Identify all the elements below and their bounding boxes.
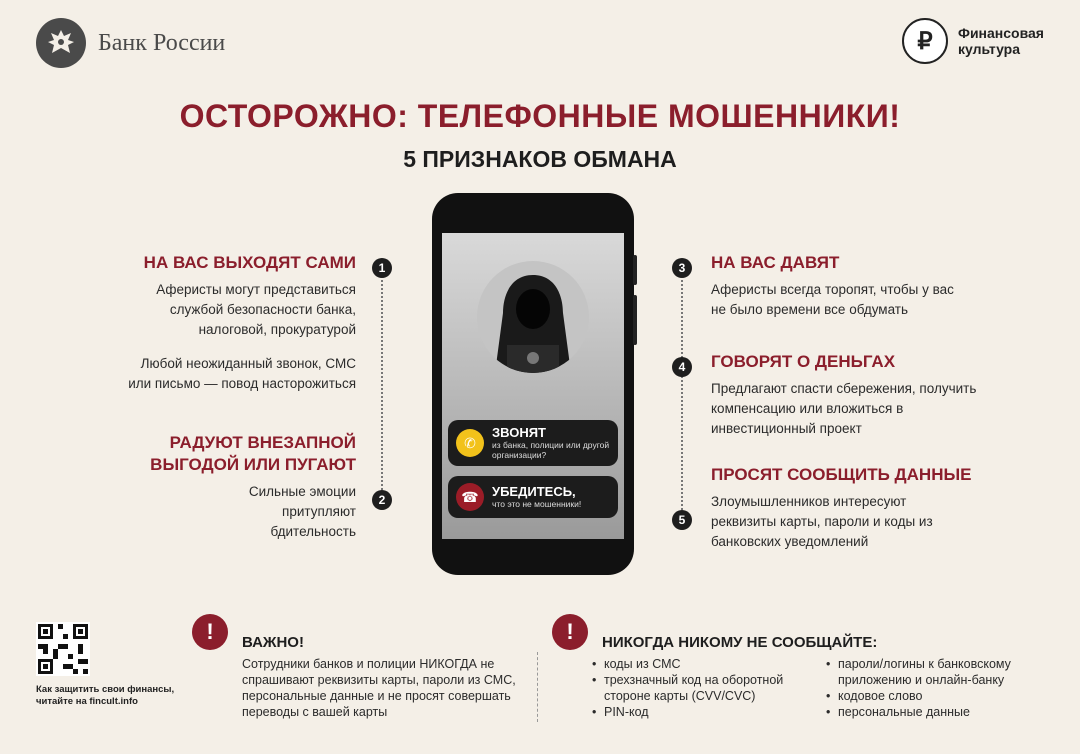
page-subtitle: 5 ПРИЗНАКОВ ОБМАНА xyxy=(403,146,677,172)
hacker-avatar-icon xyxy=(477,261,589,373)
sign-5-text: Злоумышленников интересуют реквизиты карты, пароли и коды из банковских уведомлений xyxy=(711,494,933,549)
sign-3-text: Аферисты всегда торопят, чтобы у вас не было времени все обдумать xyxy=(711,282,954,317)
bank-logo xyxy=(36,18,225,68)
fincult-logo xyxy=(902,18,1058,64)
never-heading: НИКОГДА НИКОМУ НЕ СООБЩАЙТЕ: xyxy=(602,634,878,651)
sign-2-heading: РАДУЮТ ВНЕЗАПНОЙ ВЫГОДОЙ ИЛИ ПУГАЮТ xyxy=(150,433,356,474)
sign-4-text: Предлагают спасти сбережения, получить компенсацию или вложиться в инвестиционный проект xyxy=(711,381,977,436)
right-connector-line xyxy=(681,280,683,510)
partner-name: Финансовая культура xyxy=(958,25,1044,57)
sign-3-heading: НА ВАС ДАВЯТ xyxy=(711,253,840,272)
sign-2-text: Сильные эмоции притупляют бдительность xyxy=(248,484,356,539)
sign-2 xyxy=(96,432,356,542)
important-text: Сотрудники банков и полиции НИКОГДА не спрашивают реквизиты карты, пароли из СМС, персональные данные и не просят совершать переводы с вашей карты xyxy=(242,657,516,719)
sign-3 xyxy=(711,252,1011,320)
badge-5: 5 xyxy=(672,510,692,530)
phone-hangup-icon[interactable]: ☎ xyxy=(456,483,484,511)
bank-name: Банк России xyxy=(98,29,226,56)
sign-1 xyxy=(96,252,356,394)
page-title: ОСТОРОЖНО: ТЕЛЕФОННЫЕ МОШЕННИКИ! xyxy=(179,98,901,134)
warning-icon: ! xyxy=(552,614,588,650)
sign-4-heading: ГОВОРЯТ О ДЕНЬГАХ xyxy=(711,352,896,371)
hangup-card[interactable] xyxy=(448,476,618,518)
bottom-divider xyxy=(537,652,538,722)
badge-2: 2 xyxy=(372,490,392,510)
incoming-call-card[interactable] xyxy=(448,420,618,466)
phone-side-button xyxy=(633,255,637,285)
sign-1-text-2: Любой неожиданный звонок, СМС или письмо — повод насторожиться xyxy=(128,356,356,391)
left-connector-line xyxy=(381,280,383,490)
hangup-subtext: что это не мошенники! xyxy=(492,499,582,509)
list-item: • коды из СМС xyxy=(592,656,822,672)
list-item: • трехзначный код на оборотной стороне карты (CVV/CVC) xyxy=(592,672,822,704)
call-subtext: из банка, полиции или другой организации? xyxy=(492,440,610,460)
never-list-2 xyxy=(826,656,1046,720)
warning-icon: ! xyxy=(192,614,228,650)
sign-4 xyxy=(711,351,1011,439)
sign-1-heading: НА ВАС ВЫХОДЯТ САМИ xyxy=(143,253,356,272)
badge-1: 1 xyxy=(372,258,392,278)
list-item: • пароли/логины к банковскому приложению и онлайн-банку xyxy=(826,656,1046,688)
eagle-emblem-icon xyxy=(36,18,86,68)
hangup-heading: УБЕДИТЕСЬ, xyxy=(492,484,576,499)
qr-code[interactable] xyxy=(36,622,90,676)
sign-1-text: Аферисты могут представиться службой безопасности банка, налоговой, прокуратурой xyxy=(156,282,356,337)
ruble-icon: ₽ xyxy=(902,18,948,64)
call-heading: ЗВОНЯТ xyxy=(492,425,546,440)
never-list-1 xyxy=(592,656,822,720)
badge-3: 3 xyxy=(672,258,692,278)
phone-side-button xyxy=(633,295,637,345)
list-item: • персональные данные xyxy=(826,704,1046,720)
sign-5-heading: ПРОСЯТ СООБЩИТЬ ДАННЫЕ xyxy=(711,465,972,484)
list-item: • PIN-код xyxy=(592,704,822,720)
important-heading: ВАЖНО! xyxy=(242,634,304,651)
phone-answer-icon[interactable]: ✆ xyxy=(456,429,484,457)
list-item: • кодовое слово xyxy=(826,688,1046,704)
badge-4: 4 xyxy=(672,357,692,377)
qr-caption: Как защитить свои финансы, читайте на fincult.info xyxy=(36,684,175,707)
sign-5 xyxy=(711,464,1011,552)
